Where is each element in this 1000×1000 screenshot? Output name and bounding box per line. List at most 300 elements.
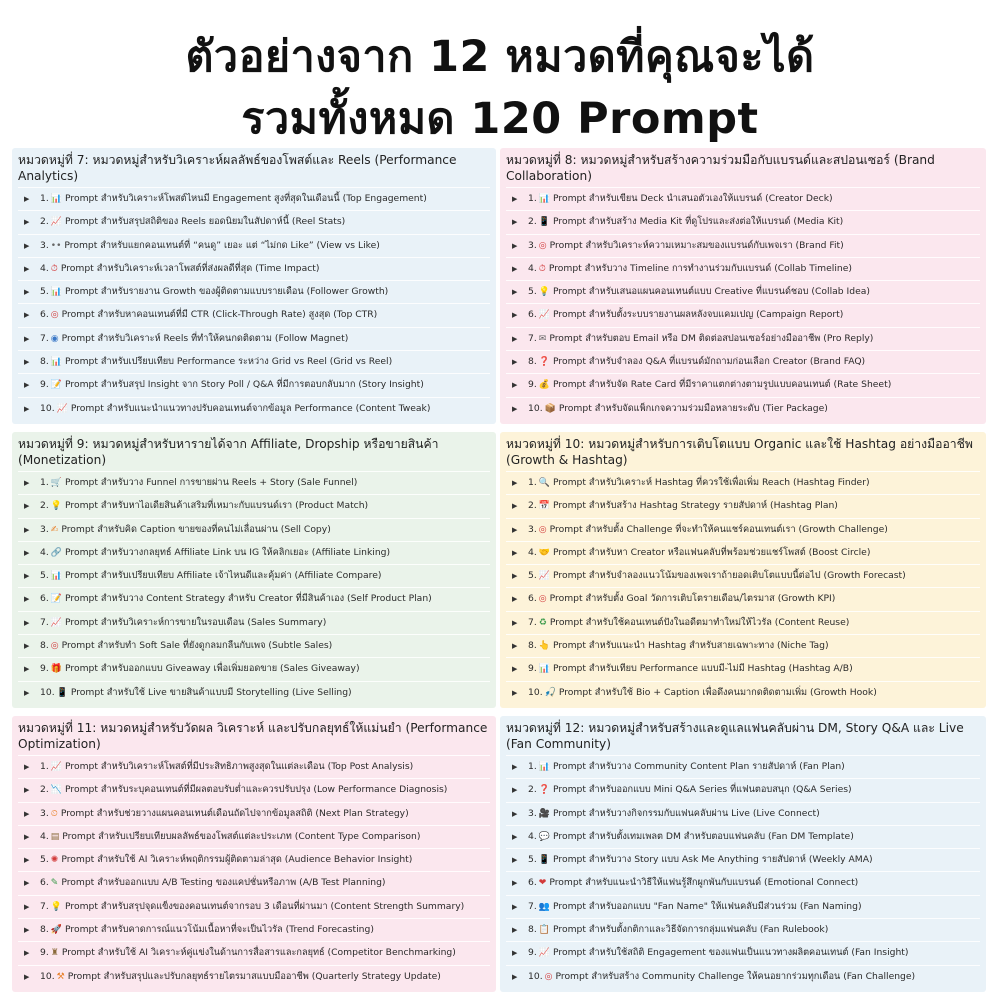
- expand-triangle-icon[interactable]: ▶: [24, 595, 30, 604]
- expand-triangle-icon[interactable]: ▶: [512, 902, 518, 911]
- item-number: 6.: [40, 593, 49, 605]
- expand-triangle-icon[interactable]: ▶: [512, 404, 518, 413]
- prompt-list-item[interactable]: [506, 895, 980, 918]
- item-text: Prompt สำหรับวิเคราะห์โพสต์ไหนมี Engagement สูงที่สุดในเดือนนี้ (Top Engagement): [65, 193, 427, 204]
- expand-triangle-icon[interactable]: ▶: [512, 478, 518, 487]
- item-number: 2.: [40, 216, 49, 228]
- item-emoji-icon: 📝: [50, 380, 62, 391]
- item-emoji-icon: ⏱: [538, 263, 546, 274]
- item-number: 3.: [40, 239, 49, 251]
- item-text: Prompt สำหรับตั้งกติกาและวิธีจัดการกลุ่มแฟนคลับ (Fan Rulebook): [553, 924, 829, 936]
- expand-triangle-icon[interactable]: ▶: [512, 241, 518, 250]
- item-number: 10.: [40, 686, 55, 698]
- category-title: หมวดหมู่ที่ 9: หมวดหมู่สำหรับหารายได้จาก Affiliate, Dropship หรือขายสินค้า (Monetization): [18, 436, 439, 467]
- item-number: 5.: [528, 570, 537, 582]
- item-text: Prompt สำหรับออกแบบ Giveaway เพื่อเพิ่มยอดขาย (Sales Giveaway): [65, 663, 360, 675]
- item-emoji-icon: ⏱: [50, 263, 58, 274]
- expand-triangle-icon[interactable]: ▶: [512, 832, 518, 841]
- item-number: 7.: [528, 900, 537, 912]
- prompt-list-item[interactable]: [506, 587, 980, 610]
- item-number: 4.: [40, 830, 49, 842]
- category-panel: [500, 148, 986, 424]
- expand-triangle-icon[interactable]: ▶: [24, 902, 30, 911]
- item-emoji-icon: 📦: [544, 403, 556, 414]
- item-number: 3.: [528, 523, 537, 535]
- item-number: 9.: [40, 947, 49, 959]
- item-emoji-icon: 🎁: [50, 664, 62, 675]
- prompt-list-item[interactable]: [18, 681, 490, 704]
- prompt-list-item[interactable]: [506, 611, 980, 634]
- prompt-list-item[interactable]: [18, 397, 490, 420]
- item-number: 1.: [528, 760, 537, 772]
- item-text: Prompt สำหรับสร้าง Hashtag Strategy รายสัปดาห์ (Hashtag Plan): [553, 500, 838, 512]
- expand-triangle-icon[interactable]: ▶: [24, 311, 30, 320]
- item-text: Prompt สำหรับแยกคอนเทนต์ที่ “คนดู” เยอะ แต่ “ไม่กด Like” (View vs Like): [64, 239, 380, 251]
- expand-triangle-icon[interactable]: ▶: [512, 949, 518, 958]
- item-emoji-icon: 📊: [538, 761, 550, 772]
- item-number: 8.: [528, 640, 537, 652]
- item-number: 10.: [528, 402, 543, 414]
- expand-triangle-icon[interactable]: ▶: [512, 195, 518, 203]
- prompt-list-item[interactable]: [506, 755, 980, 778]
- item-text: Prompt สำหรับวาง Community Content Plan รายสัปดาห์ (Fan Plan): [553, 760, 845, 772]
- item-number: 9.: [40, 663, 49, 675]
- item-emoji-icon: 📝: [50, 594, 62, 605]
- item-text: Prompt สำหรับวางกิจกรรมกับแฟนคลับผ่าน Live (Live Connect): [553, 807, 820, 819]
- prompt-list-item[interactable]: [506, 681, 980, 704]
- item-number: 1.: [40, 476, 49, 488]
- expand-triangle-icon[interactable]: ▶: [24, 502, 30, 511]
- item-emoji-icon: 🛒: [50, 477, 62, 488]
- item-emoji-icon: ◎: [538, 524, 547, 535]
- item-text: Prompt สำหรับวาง Funnel การขายผ่าน Reels + Story (Sale Funnel): [65, 476, 358, 488]
- expand-triangle-icon[interactable]: ▶: [512, 688, 518, 697]
- item-text: Prompt สำหรับใช้สถิติ Engagement ของแฟนเป็นแนวทางผลิตคอนเทนต์ (Fan Insight): [553, 947, 909, 959]
- expand-triangle-icon[interactable]: ▶: [24, 809, 30, 818]
- expand-triangle-icon[interactable]: ▶: [24, 786, 30, 795]
- item-emoji-icon: 📊: [50, 571, 62, 582]
- item-text: Prompt สำหรับวิเคราะห์ Hashtag ที่ควรใช้เพื่อเพิ่ม Reach (Hashtag Finder): [553, 476, 870, 488]
- expand-triangle-icon[interactable]: ▶: [24, 762, 30, 771]
- prompt-list-item[interactable]: [18, 587, 490, 610]
- item-emoji-icon: ⚒: [56, 971, 65, 982]
- item-emoji-icon: ◉: [50, 333, 59, 344]
- item-emoji-icon: 📋: [538, 925, 550, 936]
- item-text: Prompt สำหรับวาง Timeline การทำงานร่วมกับแบรนด์ (Collab Timeline): [548, 262, 852, 274]
- item-emoji-icon: 📈: [538, 948, 550, 959]
- item-text: Prompt สำหรับวาง Content Strategy สำหรับ Creator ที่มีสินค้าเอง (Self Product Plan): [65, 593, 432, 605]
- item-text: Prompt สำหรับเปรียบเทียบผลลัพธ์ของโพสต์แต่ละประเภท (Content Type Comparison): [62, 830, 421, 842]
- expand-triangle-icon[interactable]: ▶: [512, 264, 518, 273]
- prompt-list-item[interactable]: [506, 802, 980, 825]
- item-text: Prompt สำหรับระบุคอนเทนต์ที่มีผลตอบรับต่ำและควรปรับปรุง (Low Performance Diagnosis): [65, 784, 448, 796]
- prompt-list-item[interactable]: [18, 234, 490, 257]
- prompt-list-item[interactable]: [506, 778, 980, 801]
- expand-triangle-icon[interactable]: ▶: [512, 665, 518, 674]
- item-emoji-icon: ◎: [50, 641, 59, 652]
- item-text: Prompt สำหรับสรุปจุดแข็งของคอนเทนต์จากรอบ 3 เดือนที่ผ่านมา (Content Strength Summary): [65, 900, 465, 912]
- item-emoji-icon: ▤: [50, 831, 60, 842]
- category-panel: [12, 148, 496, 424]
- item-number: 10.: [40, 970, 55, 982]
- prompt-list-item[interactable]: [18, 257, 490, 280]
- item-text: Prompt สำหรับช่วยวางแผนคอนเทนต์เดือนถัดไปจากข้อมูลสถิติ (Next Plan Strategy): [60, 807, 409, 819]
- item-text: Prompt สำหรับใช้ AI วิเคราะห์พฤติกรรมผู้ติดตามล่าสุด (Audience Behavior Insight): [61, 854, 413, 866]
- item-text: Prompt สำหรับสรุปสถิติของ Reels ยอดนิยมในสัปดาห์นี้ (Reel Stats): [65, 216, 346, 228]
- item-text: Prompt สำหรับใช้ Live ขายสินค้าแบบมี Storytelling (Live Selling): [70, 686, 352, 698]
- item-number: 7.: [40, 900, 49, 912]
- prompt-list-item[interactable]: [506, 210, 980, 233]
- item-number: 7.: [528, 332, 537, 344]
- item-emoji-icon: 📱: [538, 217, 550, 228]
- expand-triangle-icon[interactable]: ▶: [512, 972, 518, 981]
- expand-triangle-icon[interactable]: ▶: [24, 548, 30, 557]
- expand-triangle-icon[interactable]: ▶: [24, 288, 30, 297]
- item-number: 3.: [40, 807, 49, 819]
- expand-triangle-icon[interactable]: ▶: [512, 218, 518, 227]
- item-text: Prompt สำหรับจำลอง Q&A ที่แบรนด์มักถามก่อนเลือก Creator (Brand FAQ): [553, 356, 866, 368]
- item-number: 2.: [40, 500, 49, 512]
- expand-triangle-icon[interactable]: ▶: [24, 334, 30, 343]
- prompt-list-item[interactable]: [506, 657, 980, 680]
- prompt-list-item[interactable]: [18, 634, 490, 657]
- item-text: Prompt สำหรับตั้ง Goal วัดการเติบโตรายเดือน/ไตรมาส (Growth KPI): [549, 593, 836, 605]
- item-number: 9.: [528, 663, 537, 675]
- item-number: 8.: [528, 356, 537, 368]
- item-emoji-icon: 📈: [538, 310, 550, 321]
- prompt-list-item[interactable]: [506, 397, 980, 420]
- item-text: Prompt สำหรับใช้คอนเทนต์ปังในอดีตมาทำใหม่ให้ไวรัล (Content Reuse): [549, 616, 850, 628]
- prompt-list-item[interactable]: [506, 494, 980, 517]
- prompt-list-item[interactable]: [18, 280, 490, 303]
- item-text: Prompt สำหรับหาคอนเทนต์ที่มี CTR (Click-Through Rate) สูงสุด (Top CTR): [61, 309, 378, 321]
- item-text: Prompt สำหรับเสนอแผนคอนเทนต์แบบ Creative ที่แบรนด์ชอบ (Collab Idea): [553, 286, 870, 298]
- prompt-list-item[interactable]: [18, 778, 490, 801]
- item-number: 6.: [40, 309, 49, 321]
- item-number: 9.: [528, 947, 537, 959]
- category-panel: [12, 432, 496, 708]
- item-emoji-icon: 🎣: [544, 687, 556, 698]
- expand-triangle-icon[interactable]: ▶: [24, 381, 30, 390]
- item-emoji-icon: 📊: [50, 357, 62, 368]
- item-text: Prompt สำหรับตอบ Email หรือ DM ติดต่อสปอนเซอร์อย่างมืออาชีพ (Pro Reply): [549, 332, 874, 344]
- expand-triangle-icon[interactable]: ▶: [24, 949, 30, 958]
- item-number: 1.: [40, 193, 49, 204]
- item-text: Prompt สำหรับตั้งระบบรายงานผลหลังจบแคมเปญ (Campaign Report): [553, 309, 844, 321]
- category-title: หมวดหมู่ที่ 10: หมวดหมู่สำหรับการเติบโตแบบ Organic และใช้ Hashtag อย่างมืออาชีพ (Growth & Hashtag): [506, 436, 973, 467]
- item-text: Prompt สำหรับหา Creator หรือแฟนคลับที่พร้อมช่วยแชร์โพสต์ (Boost Circle): [553, 546, 871, 558]
- expand-triangle-icon[interactable]: ▶: [512, 525, 518, 534]
- expand-triangle-icon[interactable]: ▶: [24, 478, 30, 487]
- prompt-list-item[interactable]: [18, 802, 490, 825]
- expand-triangle-icon[interactable]: ▶: [24, 972, 30, 981]
- prompt-list-item[interactable]: [506, 234, 980, 257]
- expand-triangle-icon[interactable]: ▶: [512, 381, 518, 390]
- item-emoji-icon: 🔍: [538, 477, 550, 488]
- item-emoji-icon: ◎: [50, 310, 59, 321]
- prompt-list-item[interactable]: [506, 350, 980, 373]
- item-number: 6.: [528, 309, 537, 321]
- prompt-list-item[interactable]: [18, 918, 490, 941]
- item-number: 9.: [528, 379, 537, 391]
- item-number: 4.: [528, 546, 537, 558]
- prompt-list-item[interactable]: [18, 187, 490, 210]
- item-number: 9.: [40, 379, 49, 391]
- expand-triangle-icon[interactable]: ▶: [512, 786, 518, 795]
- item-emoji-icon: 📉: [50, 785, 62, 796]
- category-title: หมวดหมู่ที่ 7: หมวดหมู่สำหรับวิเคราะห์ผลลัพธ์ของโพสต์และ Reels (Performance Analytics): [18, 153, 457, 183]
- item-emoji-icon: 🎥: [538, 808, 550, 819]
- category-title: หมวดหมู่ที่ 8: หมวดหมู่สำหรับสร้างความร่วมมือกับแบรนด์และสปอนเซอร์ (Brand Collaboration): [506, 153, 935, 183]
- item-text: Prompt สำหรับใช้ Bio + Caption เพื่อดึงคนมากดติดตามเพิ่ม (Growth Hook): [558, 686, 877, 698]
- prompt-list-item[interactable]: [506, 327, 980, 350]
- item-text: Prompt สำหรับทำ Soft Sale ที่ยังดูกลมกลืนกับเพจ (Subtle Sales): [61, 640, 333, 652]
- expand-triangle-icon[interactable]: ▶: [512, 311, 518, 320]
- prompt-list-item[interactable]: [18, 657, 490, 680]
- prompt-list-item[interactable]: [506, 871, 980, 894]
- prompt-list-item[interactable]: [18, 965, 490, 988]
- item-emoji-icon: ◎: [538, 240, 547, 251]
- expand-triangle-icon[interactable]: ▶: [512, 618, 518, 627]
- prompt-list-item[interactable]: [18, 848, 490, 871]
- prompt-list-item[interactable]: [506, 187, 980, 210]
- item-emoji-icon: 📊: [538, 194, 550, 204]
- category-title: หมวดหมู่ที่ 11: หมวดหมู่สำหรับวัดผล วิเคราะห์ และปรับกลยุทธ์ให้แม่นยำ (Performance Optimization): [18, 720, 488, 751]
- expand-triangle-icon[interactable]: ▶: [24, 241, 30, 250]
- item-number: 4.: [40, 262, 49, 274]
- item-emoji-icon: 📈: [538, 571, 550, 582]
- item-emoji-icon: 🚀: [50, 925, 62, 936]
- expand-triangle-icon[interactable]: ▶: [512, 809, 518, 818]
- item-emoji-icon: 📅: [538, 501, 550, 512]
- item-number: 2.: [528, 784, 537, 796]
- item-text: Prompt สำหรับเทียบ Performance แบบมี-ไม่มี Hashtag (Hashtag A/B): [553, 663, 853, 675]
- item-text: Prompt สำหรับวิเคราะห์โพสต์ที่มีประสิทธิภาพสูงสุดในแต่ละเดือน (Top Post Analysis): [65, 760, 414, 772]
- expand-triangle-icon[interactable]: ▶: [512, 358, 518, 367]
- category-panel: [500, 432, 986, 708]
- item-number: 7.: [40, 616, 49, 628]
- item-text: Prompt สำหรับจัด Rate Card ที่มีราคาแตกต่างตามรูปแบบคอนเทนต์ (Rate Sheet): [553, 379, 892, 391]
- expand-triangle-icon[interactable]: ▶: [512, 288, 518, 297]
- item-emoji-icon: ◎: [538, 594, 547, 605]
- item-emoji-icon: ❓: [538, 785, 550, 796]
- item-emoji-icon: 📱: [538, 855, 550, 866]
- category-panel: [500, 716, 986, 992]
- item-text: Prompt สำหรับวาง Story แบบ Ask Me Anything รายสัปดาห์ (Weekly AMA): [553, 854, 873, 866]
- prompt-list-item[interactable]: [506, 373, 980, 396]
- item-text: Prompt สำหรับแนะนำ Hashtag สำหรับสายเฉพาะทาง (Niche Tag): [553, 640, 829, 652]
- item-number: 10.: [528, 686, 543, 698]
- expand-triangle-icon[interactable]: ▶: [512, 334, 518, 343]
- item-emoji-icon: 📱: [56, 687, 68, 698]
- prompt-list-item[interactable]: [506, 634, 980, 657]
- expand-triangle-icon[interactable]: ▶: [512, 879, 518, 888]
- prompt-list-item[interactable]: [506, 848, 980, 871]
- prompt-list-item[interactable]: [18, 303, 490, 326]
- prompt-list-item[interactable]: [18, 541, 490, 564]
- item-emoji-icon: 📊: [538, 664, 550, 675]
- prompt-list-item[interactable]: [18, 471, 490, 494]
- item-text: Prompt สำหรับออกแบบ "Fan Name" ให้แฟนคลับมีส่วนร่วม (Fan Naming): [553, 900, 862, 912]
- prompt-list-item[interactable]: [506, 965, 980, 988]
- expand-triangle-icon[interactable]: ▶: [512, 572, 518, 581]
- item-number: 8.: [528, 924, 537, 936]
- item-text: Prompt สำหรับสร้าง Community Challenge ให้คนอยากร่วมทุกเดือน (Fan Challenge): [555, 970, 916, 982]
- item-emoji-icon: 💡: [538, 287, 550, 298]
- item-number: 4.: [40, 546, 49, 558]
- item-number: 3.: [528, 239, 537, 251]
- item-text: Prompt สำหรับจำลองแนวโน้มของเพจเราถ้ายอดเติบโตแบบนี้ต่อไป (Growth Forecast): [553, 570, 906, 582]
- prompt-list-item[interactable]: [18, 518, 490, 541]
- item-emoji-icon: ◎: [544, 971, 553, 982]
- item-emoji-icon: 📈: [50, 217, 62, 228]
- item-emoji-icon: 📊: [50, 194, 62, 204]
- item-text: Prompt สำหรับตั้งเทมเพลต DM สำหรับตอบแฟนคลับ (Fan DM Template): [553, 830, 854, 842]
- item-number: 3.: [40, 523, 49, 535]
- item-number: 7.: [40, 332, 49, 344]
- prompt-list-item[interactable]: [18, 373, 490, 396]
- right-column: [500, 148, 986, 1000]
- prompt-list-item[interactable]: [506, 303, 980, 326]
- item-emoji-icon: 💡: [50, 501, 62, 512]
- item-emoji-icon: ❓: [538, 357, 550, 368]
- expand-triangle-icon[interactable]: ▶: [24, 218, 30, 227]
- item-emoji-icon: 📈: [56, 403, 68, 414]
- expand-triangle-icon[interactable]: ▶: [24, 525, 30, 534]
- item-number: 3.: [528, 807, 537, 819]
- prompt-list-item[interactable]: [506, 280, 980, 303]
- item-emoji-icon: ✎: [50, 878, 59, 889]
- prompt-list-item[interactable]: [18, 611, 490, 634]
- item-emoji-icon: ♻: [538, 617, 547, 628]
- item-emoji-icon: ✍: [50, 524, 59, 535]
- item-text: Prompt สำหรับคิด Caption ขายของที่คนไม่เลื่อนผ่าน (Sell Copy): [61, 523, 331, 535]
- expand-triangle-icon[interactable]: ▶: [24, 856, 30, 865]
- item-text: Prompt สำหรับคาดการณ์แนวโน้มเนื้อหาที่จะเป็นไวรัล (Trend Forecasting): [65, 924, 374, 936]
- item-emoji-icon: 📊: [50, 287, 62, 298]
- item-text: Prompt สำหรับหาไอเดียสินค้าเสริมที่เหมาะกับแบรนด์เรา (Product Match): [65, 500, 369, 512]
- expand-triangle-icon[interactable]: ▶: [24, 926, 30, 935]
- item-number: 5.: [40, 570, 49, 582]
- item-text: Prompt สำหรับวิเคราะห์ Reels ที่ทำให้คนกดติดตาม (Follow Magnet): [61, 332, 349, 344]
- item-text: Prompt สำหรับวิเคราะห์เวลาโพสต์ที่ส่งผลดีที่สุด (Time Impact): [60, 262, 320, 274]
- item-number: 6.: [528, 593, 537, 605]
- expand-triangle-icon[interactable]: ▶: [24, 264, 30, 273]
- prompt-list-item[interactable]: [506, 941, 980, 964]
- expand-triangle-icon[interactable]: ▶: [24, 832, 30, 841]
- item-emoji-icon: 💡: [50, 901, 62, 912]
- item-text: Prompt สำหรับวิเคราะห์ความเหมาะสมของแบรนด์กับเพจเรา (Brand Fit): [549, 239, 844, 251]
- item-text: Prompt สำหรับตั้ง Challenge ที่จะทำให้คนแชร์คอนเทนต์เรา (Growth Challenge): [549, 523, 888, 535]
- item-emoji-icon: 👥: [538, 901, 550, 912]
- prompt-list-item[interactable]: [506, 471, 980, 494]
- item-number: 5.: [40, 854, 49, 866]
- prompt-list-item[interactable]: [18, 494, 490, 517]
- prompt-list-item[interactable]: [18, 871, 490, 894]
- expand-triangle-icon[interactable]: ▶: [24, 665, 30, 674]
- item-number: 5.: [40, 286, 49, 298]
- item-text: Prompt สำหรับสร้าง Media Kit ที่ดูโปรและส่งต่อให้แบรนด์ (Media Kit): [553, 216, 844, 228]
- expand-triangle-icon[interactable]: ▶: [512, 595, 518, 604]
- item-emoji-icon: 📈: [50, 617, 62, 628]
- item-number: 8.: [40, 356, 49, 368]
- item-text: Prompt สำหรับสรุป Insight จาก Story Poll / Q&A ที่มีการตอบกลับมาก (Story Insight): [65, 379, 424, 391]
- item-emoji-icon: ✉: [538, 333, 547, 344]
- prompt-list-item[interactable]: [506, 257, 980, 280]
- item-text: Prompt สำหรับออกแบบ Mini Q&A Series ที่แฟนตอบสนุก (Q&A Series): [553, 784, 852, 796]
- item-text: Prompt สำหรับวางกลยุทธ์ Affiliate Link บน IG ให้คลิกเยอะ (Affiliate Linking): [65, 546, 391, 558]
- item-number: 1.: [528, 476, 537, 488]
- item-number: 5.: [528, 286, 537, 298]
- item-number: 1.: [528, 193, 537, 204]
- item-number: 8.: [40, 640, 49, 652]
- category-panel: [12, 716, 496, 992]
- item-emoji-icon: 🔗: [50, 547, 62, 558]
- item-emoji-icon: 🤝: [538, 547, 550, 558]
- expand-triangle-icon[interactable]: ▶: [24, 195, 30, 203]
- prompt-list-item[interactable]: [18, 350, 490, 373]
- prompt-list-item[interactable]: [18, 564, 490, 587]
- item-number: 2.: [528, 216, 537, 228]
- item-number: 1.: [40, 760, 49, 772]
- item-text: Prompt สำหรับสรุปและปรับกลยุทธ์รายไตรมาสแบบมืออาชีพ (Quarterly Strategy Update): [67, 970, 441, 982]
- prompt-list-item[interactable]: [506, 918, 980, 941]
- item-number: 4.: [528, 262, 537, 274]
- expand-triangle-icon[interactable]: ▶: [512, 762, 518, 771]
- item-text: Prompt สำหรับรายงาน Growth ของผู้ติดตามแบบรายเดือน (Follower Growth): [65, 286, 389, 298]
- item-text: Prompt สำหรับออกแบบ A/B Testing ของแคปชั่นหรือภาพ (A/B Test Planning): [61, 877, 386, 889]
- item-emoji-icon: ✺: [50, 855, 59, 866]
- expand-triangle-icon[interactable]: ▶: [24, 572, 30, 581]
- expand-triangle-icon[interactable]: ▶: [512, 642, 518, 651]
- item-number: 10.: [40, 402, 55, 414]
- prompt-list-item[interactable]: [18, 755, 490, 778]
- headline-line-1: ตัวอย่างจาก 12 หมวดที่คุณจะได้: [185, 32, 815, 82]
- expand-triangle-icon[interactable]: ▶: [512, 926, 518, 935]
- expand-triangle-icon[interactable]: ▶: [24, 404, 30, 413]
- item-number: 6.: [528, 877, 537, 889]
- item-text: Prompt สำหรับวิเคราะห์การขายในรอบเดือน (Sales Summary): [65, 616, 327, 628]
- expand-triangle-icon[interactable]: ▶: [512, 502, 518, 511]
- item-number: 2.: [528, 500, 537, 512]
- item-number: 4.: [528, 830, 537, 842]
- item-text: Prompt สำหรับแนะนำแนวทางปรับคอนเทนต์จากข้อมูล Performance (Content Tweak): [70, 402, 431, 414]
- prompt-list-item[interactable]: [18, 327, 490, 350]
- item-number: 7.: [528, 616, 537, 628]
- prompt-list-item[interactable]: [18, 895, 490, 918]
- item-text: Prompt สำหรับเปรียบเทียบ Performance ระหว่าง Grid vs Reel (Grid vs Reel): [65, 356, 393, 368]
- prompt-list-item[interactable]: [506, 825, 980, 848]
- prompt-list-item[interactable]: [18, 941, 490, 964]
- expand-triangle-icon[interactable]: ▶: [512, 856, 518, 865]
- expand-triangle-icon[interactable]: ▶: [512, 548, 518, 557]
- prompt-list-item[interactable]: [506, 518, 980, 541]
- item-text: Prompt สำหรับแนะนำวิธีให้แฟนรู้สึกผูกพันกับแบรนด์ (Emotional Connect): [549, 877, 859, 889]
- item-text: Prompt สำหรับเขียน Deck นำเสนอตัวเองให้แบรนด์ (Creator Deck): [553, 193, 833, 204]
- prompt-list-item[interactable]: [18, 210, 490, 233]
- item-emoji-icon: 📈: [50, 761, 62, 772]
- expand-triangle-icon[interactable]: ▶: [24, 879, 30, 888]
- expand-triangle-icon[interactable]: ▶: [24, 642, 30, 651]
- expand-triangle-icon[interactable]: ▶: [24, 618, 30, 627]
- prompt-list-item[interactable]: [18, 825, 490, 848]
- prompt-list-item[interactable]: [506, 541, 980, 564]
- item-number: 10.: [528, 970, 543, 982]
- item-number: 2.: [40, 784, 49, 796]
- expand-triangle-icon[interactable]: ▶: [24, 358, 30, 367]
- expand-triangle-icon[interactable]: ▶: [24, 688, 30, 697]
- prompt-list-item[interactable]: [506, 564, 980, 587]
